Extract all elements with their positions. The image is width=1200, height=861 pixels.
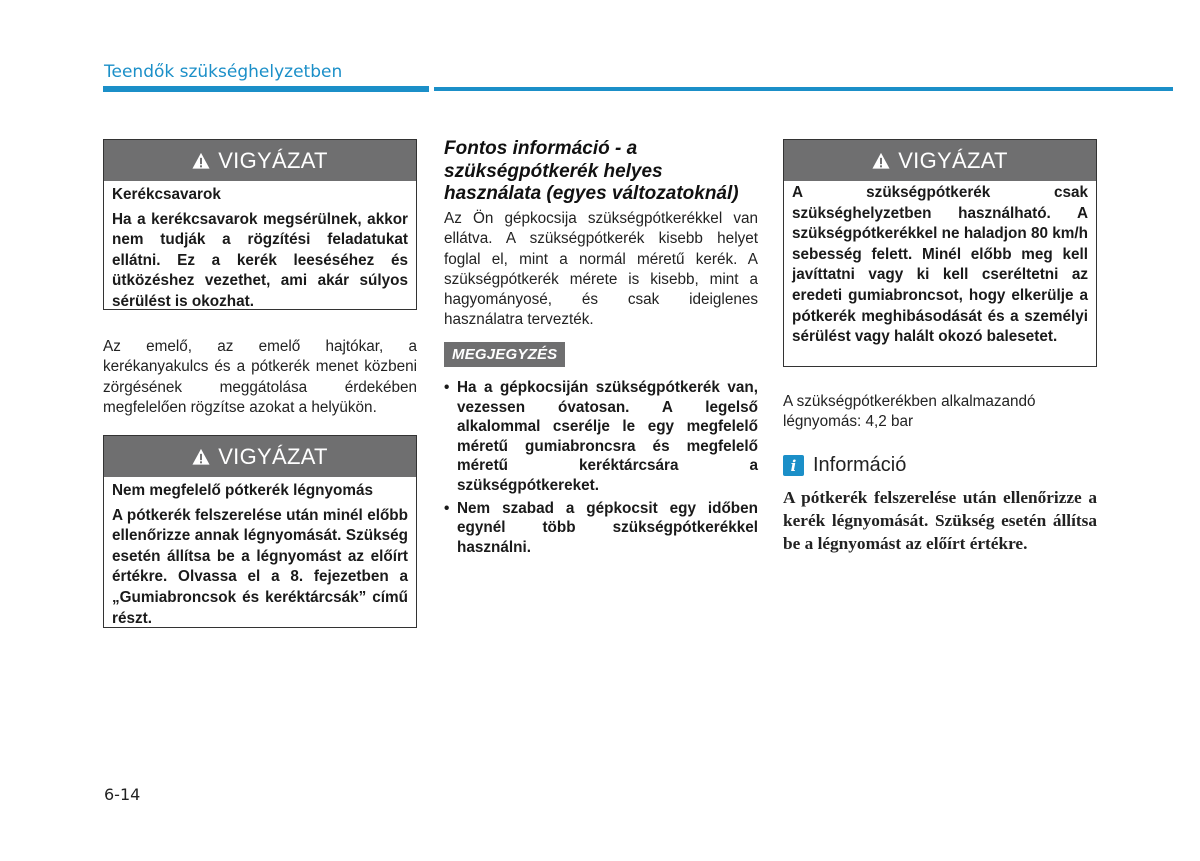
info-title: Információ — [813, 454, 907, 476]
jack-storage-paragraph: Az emelő, az emelő hajtókar, a kerékanyakulcs és a pótkerék menet közbeni zörgésének meggátolása érdekében megfelelően rögzítse azokat a helyükön. — [103, 338, 417, 416]
warning-header — [104, 436, 416, 477]
warning-header — [784, 140, 1096, 181]
spare-tire-paragraph: Az Ön gépkocsija szükségpótkerékkel van ellátva. A szükségpótkerék kisebb helyet foglal el, mint a normál méretű kerék. A szükségpótkerék mérete is kisebb, mint a hagyományosé, és csak ideiglenes használatra tervezték. — [444, 210, 758, 329]
warning-box-wheel-bolts — [103, 139, 417, 310]
warning-text: A szükségpótkerék csak szükséghelyzetben használható. A szükségpótkerékkel ne haladjon 80 km/h sebesség felett. Minél előbb meg kell javíttatni vagy ki kell cseréltetni az eredeti gumiabroncsot, hogy elkerülje a pótkerék meghibásodását és a személyi sérülést vagy halált okozó balesetet. — [792, 184, 1088, 346]
page-number: 6-14 — [104, 785, 141, 804]
warning-label: VIGYÁZAT — [898, 147, 1008, 173]
header-rule-right — [434, 87, 1173, 91]
warning-triangle-icon — [192, 152, 210, 170]
page-header-title: Teendők szükséghelyzetben — [104, 62, 343, 82]
warning-subtitle: Nem megfelelő pótkerék légnyomás — [112, 482, 373, 499]
warning-box-tire-pressure — [103, 435, 417, 628]
info-header — [783, 454, 906, 477]
warning-box-spare-tire — [783, 139, 1097, 367]
list-item: • Nem szabad a gépkocsit egy időben egynél több szükségpótkerékkel használni. — [444, 499, 758, 558]
list-item: • Ha a gépkocsiján szükségpótkerék van, vezessen óvatosan. A legelső alkalommal cserélje le egy megfelelő méretű gumiabroncsra és megfelelő méretű keréktárcsára a szükségpótkereket. — [444, 378, 758, 496]
note-bullet-list — [444, 378, 758, 560]
warning-body — [784, 181, 1096, 354]
header-rule-left — [103, 86, 429, 92]
spare-pressure-paragraph: A szükségpótkerékben alkalmazandó légnyomás: 4,2 bar — [783, 393, 1036, 431]
section-title: Fontos információ - a szükségpótkerék helyes használata (egyes változatoknál) — [444, 138, 739, 204]
note-tag: MEGJEGYZÉS — [444, 342, 565, 367]
info-text: A pótkerék felszerelése után ellenőrizze a kerék légnyomását. Szükség esetén állítsa be a légnyomást az előírt értékre. — [783, 488, 1097, 553]
warning-subtitle: Kerékcsavarok — [112, 186, 221, 203]
warning-body — [104, 477, 416, 635]
info-icon: i — [783, 455, 804, 476]
warning-label: VIGYÁZAT — [218, 443, 328, 469]
warning-body — [104, 181, 416, 319]
warning-triangle-icon — [872, 152, 890, 170]
warning-header — [104, 140, 416, 181]
warning-label: VIGYÁZAT — [218, 147, 328, 173]
warning-text: A pótkerék felszerelése után minél előbb ellenőrizze annak légnyomását. Szükség esetén állítsa be a légnyomást az előírt értékre. Olvassa el a 8. fejezetben a „Gumiabroncsok és keréktárcsák” című részt. — [112, 506, 408, 627]
warning-text: Ha a kerékcsavarok megsérülnek, akkor nem tudják a rögzítési feladatukat ellátni. Ez a kerék leeséséhez és ütközéshez vezethet, ami akár súlyos sérülést is okozhat. — [112, 210, 408, 310]
warning-triangle-icon — [192, 448, 210, 466]
